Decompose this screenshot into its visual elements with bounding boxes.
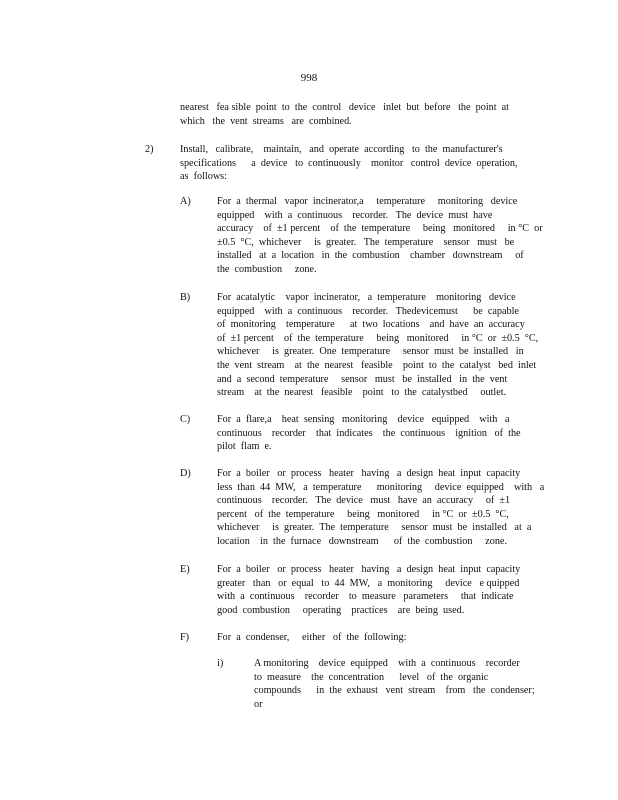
text-line: or <box>254 698 263 710</box>
text-line: good combustion operating practices are being used. <box>217 604 465 616</box>
subitem-label: F) <box>180 632 190 643</box>
page-number: 998 <box>300 72 318 84</box>
text-line: less than 44 MW, a temperature monitoring device equipped with a <box>217 481 545 493</box>
subsubitem-label: i) <box>217 658 224 669</box>
text-line: compounds in the exhaust vent stream from the condenser; <box>254 685 535 697</box>
text-line: the vent stream at the nearest feasible point to the catalyst bed inlet <box>217 359 537 371</box>
subitem-paragraph <box>217 467 544 549</box>
text-line: For a condenser, either of the following: <box>217 632 407 643</box>
subitem-label: A) <box>180 196 191 207</box>
text-line: which the vent streams are combined. <box>180 115 352 127</box>
text-line: Install, calibrate, maintain, and operate according to the manufacturer's <box>180 144 503 155</box>
subitem-paragraph <box>217 631 406 645</box>
text-line: and a second temperature sensor must be installed in the vent <box>217 373 508 385</box>
subitem-label: C) <box>180 414 191 425</box>
text-line: equipped with a continuous recorder. Thedevicemust be capable <box>217 305 519 317</box>
text-line: equipped with a continuous recorder. The device must have <box>217 209 493 221</box>
subitem-label: D) <box>180 468 191 479</box>
text-line: For a boiler or process heater having a design heat input capacity <box>217 468 521 479</box>
text-line: of ±1 percent of the temperature being monitored in °C or ±0.5 °C, <box>217 332 539 344</box>
text-line: the combustion zone. <box>217 263 317 275</box>
text-line: with a continuous recorder to measure parameters that indicate <box>217 591 514 603</box>
text-line: specifications a device to continuously monitor control device operation, <box>180 157 518 169</box>
subitem-paragraph <box>217 291 538 400</box>
subitem-label: E) <box>180 564 190 575</box>
text-line: location in the furnace downstream of the combustion zone. <box>217 535 507 547</box>
text-line: to measure the concentration level of the organic <box>254 671 489 683</box>
text-line: nearest fea sible point to the control device inlet but before the point at <box>180 102 510 113</box>
text-line: as follows: <box>180 171 227 183</box>
text-line: For a flare,a heat sensing monitoring device equipped with a <box>217 414 510 425</box>
text-line: pilot flam e. <box>217 441 272 453</box>
text-line: For acatalytic vapor incinerator, a temperature monitoring device <box>217 292 516 303</box>
text-line: continuous recorder that indicates the continuous ignition of the <box>217 427 521 439</box>
text-line: whichever is greater. One temperature sensor must be installed in <box>217 346 524 358</box>
text-line: stream at the nearest feasible point to the catalystbed outlet. <box>217 387 507 399</box>
subitem-label: B) <box>180 292 191 303</box>
text-line: For a boiler or process heater having a design heat input capacity <box>217 564 521 575</box>
subitem-paragraph <box>217 563 520 617</box>
text-line: continuous recorder. The device must have an accuracy of ±1 <box>217 495 511 507</box>
text-line: installed at a location in the combustion chamber downstream of <box>217 250 524 262</box>
text-line: of monitoring temperature at two locations and have an accuracy <box>217 319 525 331</box>
text-line: whichever is greater. The temperature sensor must be installed at a <box>217 522 532 534</box>
text-line: greater than or equal to 44 MW, a monitoring device e quipped <box>217 577 520 589</box>
item-paragraph <box>180 143 518 184</box>
text-line: percent of the temperature being monitored in °C or ±0.5 °C, <box>217 508 509 520</box>
continuation-paragraph <box>180 101 509 128</box>
subitem-paragraph <box>217 195 543 277</box>
text-line: For a thermal vapor incinerator,a temperature monitoring device <box>217 196 518 207</box>
text-line: A monitoring device equipped with a continuous recorder <box>254 658 520 669</box>
text-line: ±0.5 °C, whichever is greater. The temperature sensor must be <box>217 236 515 248</box>
subitem-paragraph <box>217 413 521 454</box>
item-label: 2) <box>145 144 154 155</box>
text-line: accuracy of ±1 percent of the temperature being monitored in °C or <box>217 223 543 235</box>
subsubitem-paragraph <box>254 657 535 711</box>
